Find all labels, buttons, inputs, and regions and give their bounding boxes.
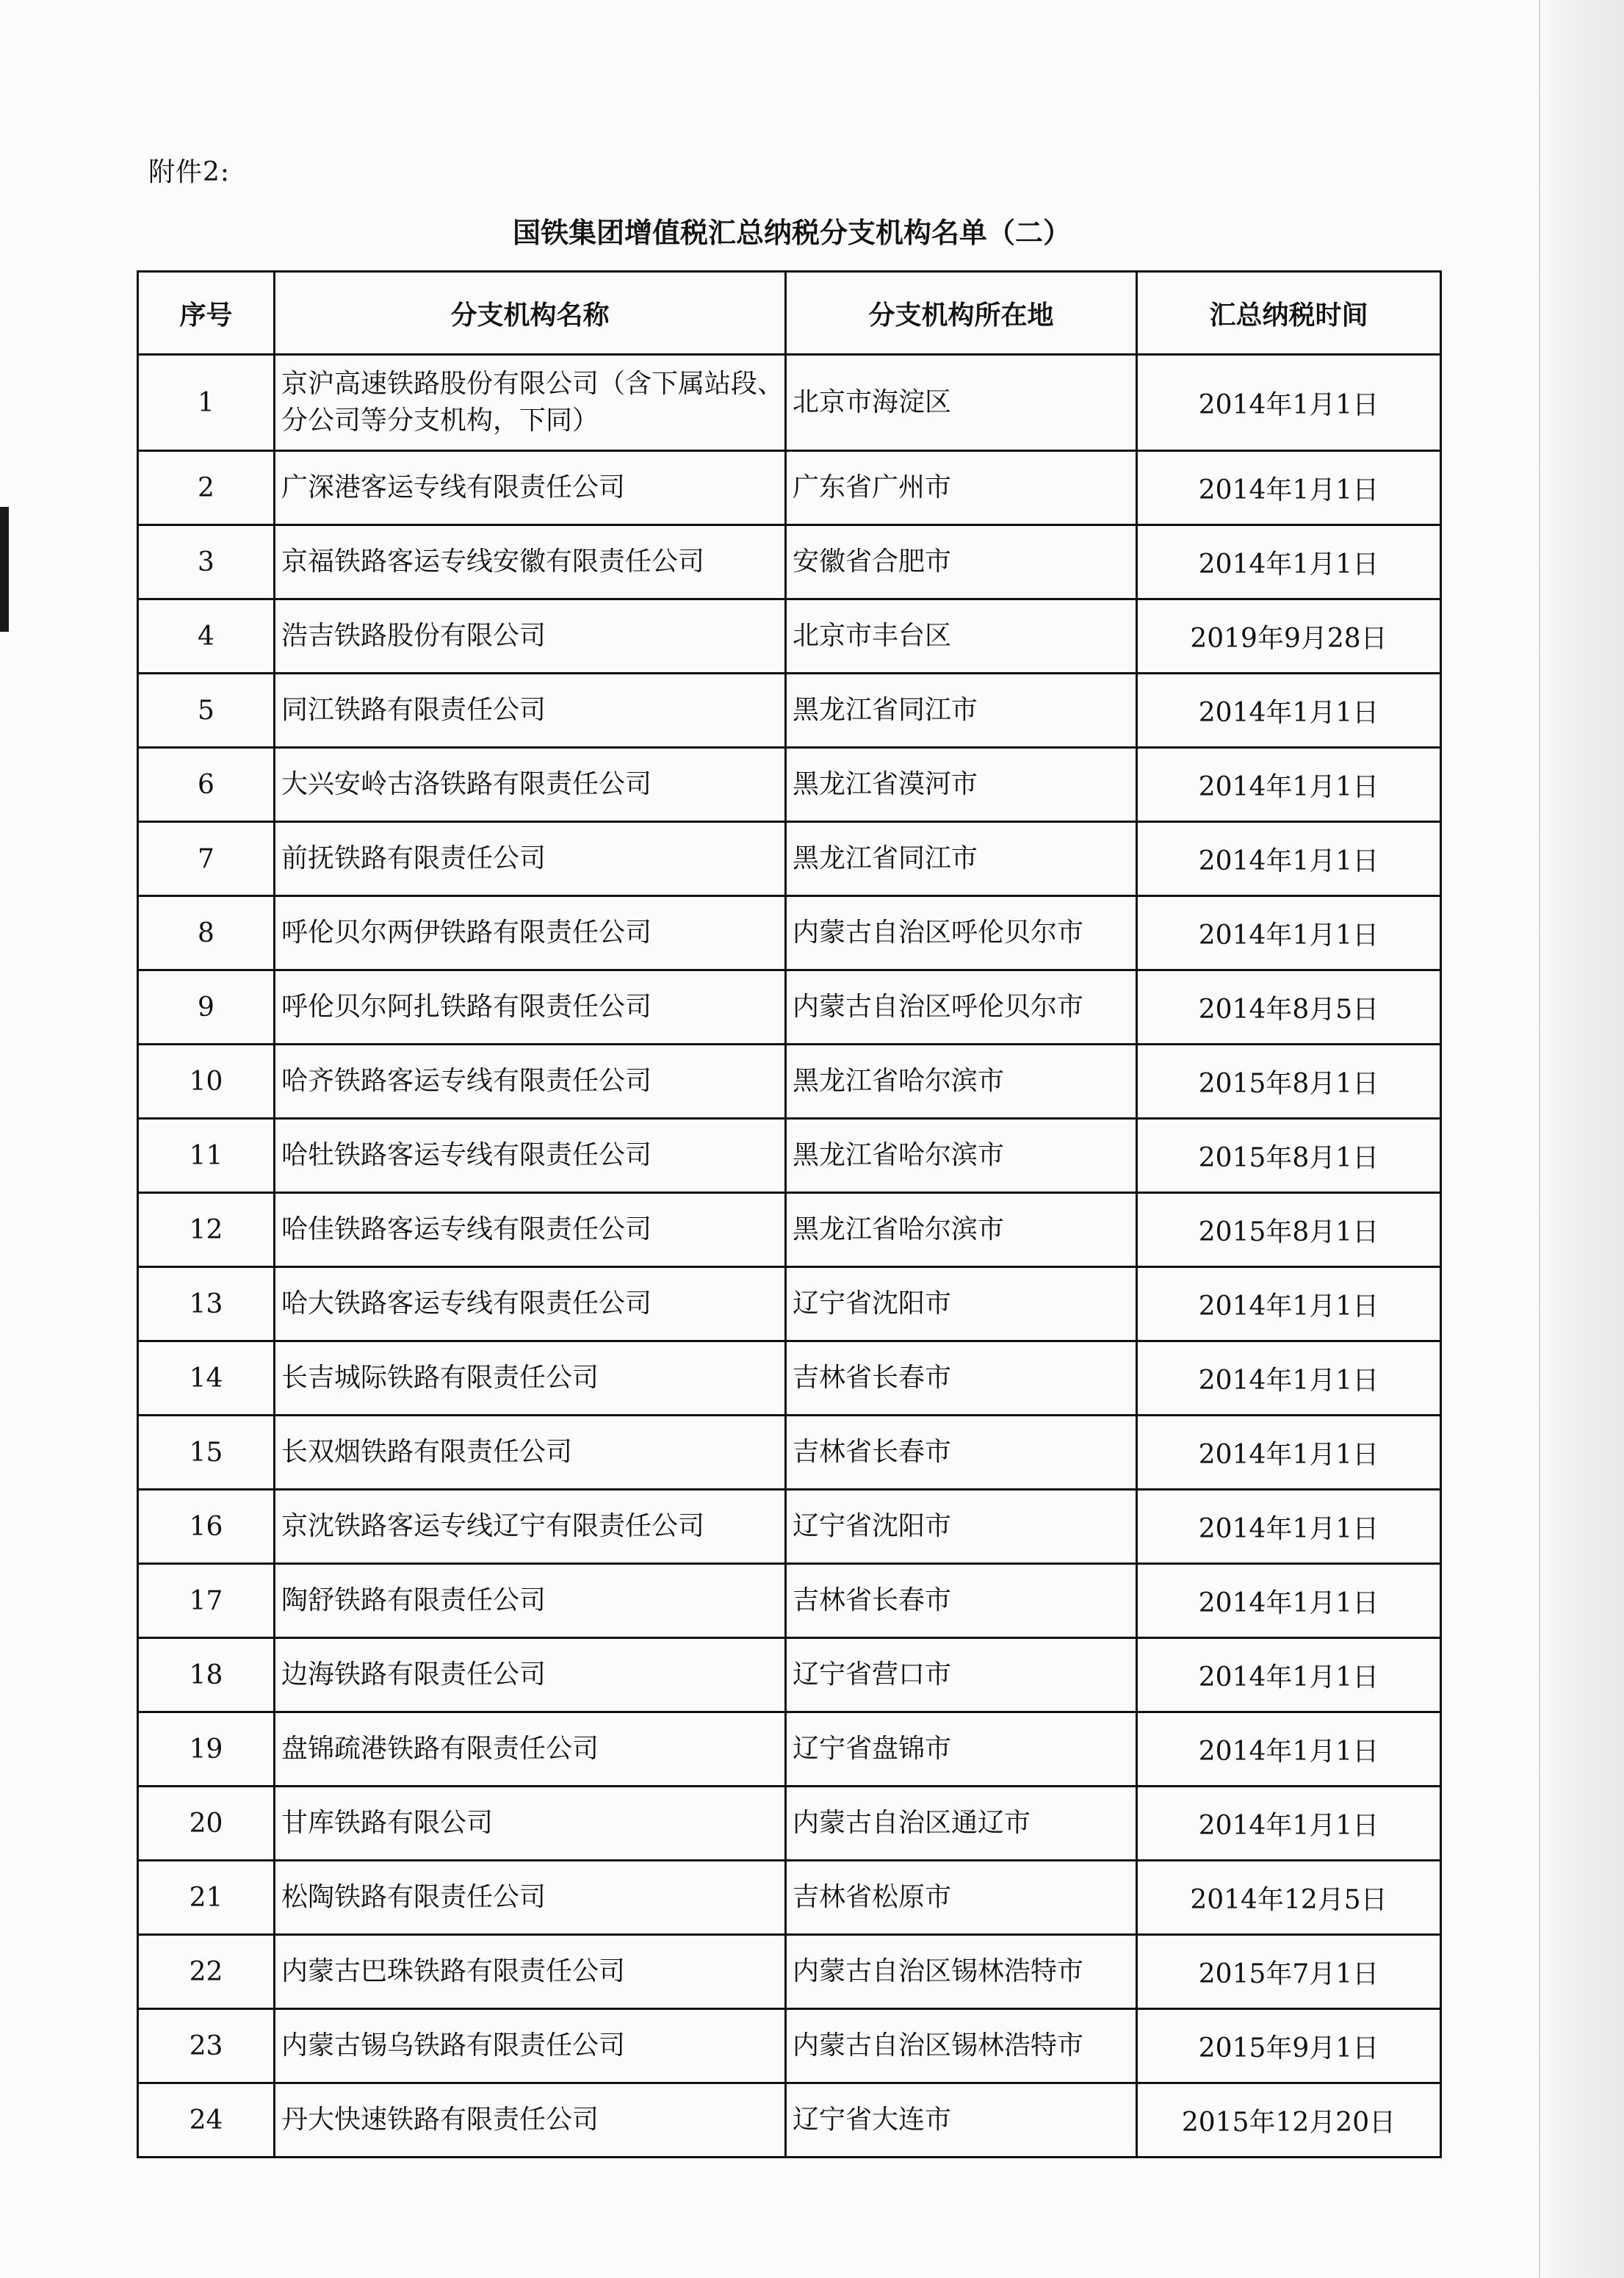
cell-name: 松陶铁路有限责任公司: [275, 1861, 786, 1935]
cell-name: 哈牡铁路客运专线有限责任公司: [275, 1119, 786, 1193]
cell-name: 陶舒铁路有限责任公司: [275, 1564, 786, 1638]
cell-no: 10: [138, 1045, 275, 1119]
cell-location: 内蒙古自治区锡林浩特市: [786, 2009, 1137, 2083]
cell-no: 14: [138, 1341, 275, 1416]
cell-date: 2014年1月1日: [1137, 896, 1441, 970]
cell-location: 黑龙江省同江市: [786, 822, 1137, 896]
table-row: [138, 1935, 1441, 2009]
cell-location: 安徽省合肥市: [786, 525, 1137, 599]
cell-location: 黑龙江省哈尔滨市: [786, 1193, 1137, 1267]
cell-date: 2014年1月1日: [1137, 1416, 1441, 1490]
cell-no: 21: [138, 1861, 275, 1935]
table-row: [138, 970, 1441, 1045]
cell-no: 15: [138, 1416, 275, 1490]
header-no: 序号: [138, 272, 275, 355]
table-row: [138, 2083, 1441, 2158]
table-row: [138, 1416, 1441, 1490]
cell-name: 大兴安岭古洛铁路有限责任公司: [275, 748, 786, 822]
cell-name: 前抚铁路有限责任公司: [275, 822, 786, 896]
cell-name: 广深港客运专线有限责任公司: [275, 451, 786, 525]
scan-edge-mark: [0, 507, 9, 632]
cell-no: 24: [138, 2083, 275, 2158]
cell-date: 2014年1月1日: [1137, 748, 1441, 822]
cell-name: 浩吉铁路股份有限公司: [275, 599, 786, 674]
cell-date: 2015年7月1日: [1137, 1935, 1441, 2009]
cell-location: 黑龙江省同江市: [786, 674, 1137, 748]
cell-location: 内蒙古自治区呼伦贝尔市: [786, 970, 1137, 1045]
header-date: 汇总纳税时间: [1137, 272, 1441, 355]
cell-no: 13: [138, 1267, 275, 1341]
page-fold-line: [1539, 0, 1540, 2278]
table-row: [138, 1267, 1441, 1341]
cell-location: 内蒙古自治区呼伦贝尔市: [786, 896, 1137, 970]
cell-name: 甘库铁路有限公司: [275, 1787, 786, 1861]
page-shadow: [1536, 0, 1624, 2278]
cell-date: 2014年1月1日: [1137, 1341, 1441, 1416]
cell-location: 辽宁省营口市: [786, 1638, 1137, 1712]
cell-date: 2014年1月1日: [1137, 1490, 1441, 1564]
table-row: [138, 1119, 1441, 1193]
table-row: [138, 1490, 1441, 1564]
cell-date: 2015年8月1日: [1137, 1119, 1441, 1193]
table-row: [138, 525, 1441, 599]
cell-no: 9: [138, 970, 275, 1045]
table-row: [138, 748, 1441, 822]
cell-name: 呼伦贝尔两伊铁路有限责任公司: [275, 896, 786, 970]
cell-no: 22: [138, 1935, 275, 2009]
cell-location: 吉林省长春市: [786, 1416, 1137, 1490]
cell-location: 辽宁省盘锦市: [786, 1712, 1137, 1787]
cell-name: 京福铁路客运专线安徽有限责任公司: [275, 525, 786, 599]
table-row: [138, 822, 1441, 896]
cell-location: 广东省广州市: [786, 451, 1137, 525]
table-row: [138, 355, 1441, 451]
cell-date: 2014年1月1日: [1137, 1712, 1441, 1787]
cell-location: 内蒙古自治区锡林浩特市: [786, 1935, 1137, 2009]
cell-name: 长吉城际铁路有限责任公司: [275, 1341, 786, 1416]
cell-date: 2014年12月5日: [1137, 1861, 1441, 1935]
table-row: [138, 1564, 1441, 1638]
cell-location: 辽宁省大连市: [786, 2083, 1137, 2158]
cell-location: 吉林省长春市: [786, 1341, 1137, 1416]
cell-no: 8: [138, 896, 275, 970]
cell-name: 京沪高速铁路股份有限公司（含下属站段、分公司等分支机构，下同）: [275, 355, 786, 451]
cell-no: 20: [138, 1787, 275, 1861]
table-row: [138, 1341, 1441, 1416]
cell-name: 同江铁路有限责任公司: [275, 674, 786, 748]
cell-location: 辽宁省沈阳市: [786, 1267, 1137, 1341]
cell-date: 2014年1月1日: [1137, 1638, 1441, 1712]
cell-no: 23: [138, 2009, 275, 2083]
cell-date: 2015年8月1日: [1137, 1045, 1441, 1119]
cell-name: 京沈铁路客运专线辽宁有限责任公司: [275, 1490, 786, 1564]
cell-name: 内蒙古巴珠铁路有限责任公司: [275, 1935, 786, 2009]
table-row: [138, 896, 1441, 970]
cell-date: 2014年1月1日: [1137, 674, 1441, 748]
cell-name: 丹大快速铁路有限责任公司: [275, 2083, 786, 2158]
cell-location: 黑龙江省哈尔滨市: [786, 1045, 1137, 1119]
table-row: [138, 451, 1441, 525]
cell-location: 辽宁省沈阳市: [786, 1490, 1137, 1564]
cell-no: 2: [138, 451, 275, 525]
table-row: [138, 1193, 1441, 1267]
cell-location: 黑龙江省漠河市: [786, 748, 1137, 822]
cell-date: 2014年1月1日: [1137, 1787, 1441, 1861]
cell-location: 北京市海淀区: [786, 355, 1137, 451]
cell-no: 1: [138, 355, 275, 451]
cell-name: 长双烟铁路有限责任公司: [275, 1416, 786, 1490]
cell-name: 盘锦疏港铁路有限责任公司: [275, 1712, 786, 1787]
table-row: [138, 1861, 1441, 1935]
cell-date: 2015年12月20日: [1137, 2083, 1441, 2158]
cell-no: 3: [138, 525, 275, 599]
cell-date: 2019年9月28日: [1137, 599, 1441, 674]
cell-no: 5: [138, 674, 275, 748]
document-title: 国铁集团增值税汇总纳税分支机构名单（二）: [512, 217, 1071, 249]
cell-no: 6: [138, 748, 275, 822]
cell-date: 2014年1月1日: [1137, 1564, 1441, 1638]
table-row: [138, 2009, 1441, 2083]
cell-date: 2014年1月1日: [1137, 355, 1441, 451]
table-row: [138, 674, 1441, 748]
table-row: [138, 599, 1441, 674]
cell-no: 11: [138, 1119, 275, 1193]
table-row: [138, 1787, 1441, 1861]
attachment-label: 附件2:: [148, 157, 231, 187]
table-row: [138, 1712, 1441, 1787]
table-row: [138, 1045, 1441, 1119]
cell-no: 12: [138, 1193, 275, 1267]
header-name: 分支机构名称: [275, 272, 786, 355]
cell-date: 2015年8月1日: [1137, 1193, 1441, 1267]
cell-no: 4: [138, 599, 275, 674]
cell-location: 黑龙江省哈尔滨市: [786, 1119, 1137, 1193]
cell-date: 2014年8月5日: [1137, 970, 1441, 1045]
cell-name: 内蒙古锡乌铁路有限责任公司: [275, 2009, 786, 2083]
table-row: [138, 1638, 1441, 1712]
cell-no: 7: [138, 822, 275, 896]
cell-date: 2015年9月1日: [1137, 2009, 1441, 2083]
cell-date: 2014年1月1日: [1137, 451, 1441, 525]
cell-no: 16: [138, 1490, 275, 1564]
cell-date: 2014年1月1日: [1137, 525, 1441, 599]
cell-location: 吉林省松原市: [786, 1861, 1137, 1935]
cell-date: 2014年1月1日: [1137, 1267, 1441, 1341]
cell-location: 吉林省长春市: [786, 1564, 1137, 1638]
branch-table: [137, 270, 1442, 2158]
cell-date: 2014年1月1日: [1137, 822, 1441, 896]
cell-no: 17: [138, 1564, 275, 1638]
cell-location: 北京市丰台区: [786, 599, 1137, 674]
cell-no: 18: [138, 1638, 275, 1712]
table-header-row: [138, 272, 1441, 355]
cell-name: 哈佳铁路客运专线有限责任公司: [275, 1193, 786, 1267]
cell-name: 哈齐铁路客运专线有限责任公司: [275, 1045, 786, 1119]
cell-no: 19: [138, 1712, 275, 1787]
cell-location: 内蒙古自治区通辽市: [786, 1787, 1137, 1861]
cell-name: 边海铁路有限责任公司: [275, 1638, 786, 1712]
cell-name: 哈大铁路客运专线有限责任公司: [275, 1267, 786, 1341]
header-location: 分支机构所在地: [786, 272, 1137, 355]
cell-name: 呼伦贝尔阿扎铁路有限责任公司: [275, 970, 786, 1045]
